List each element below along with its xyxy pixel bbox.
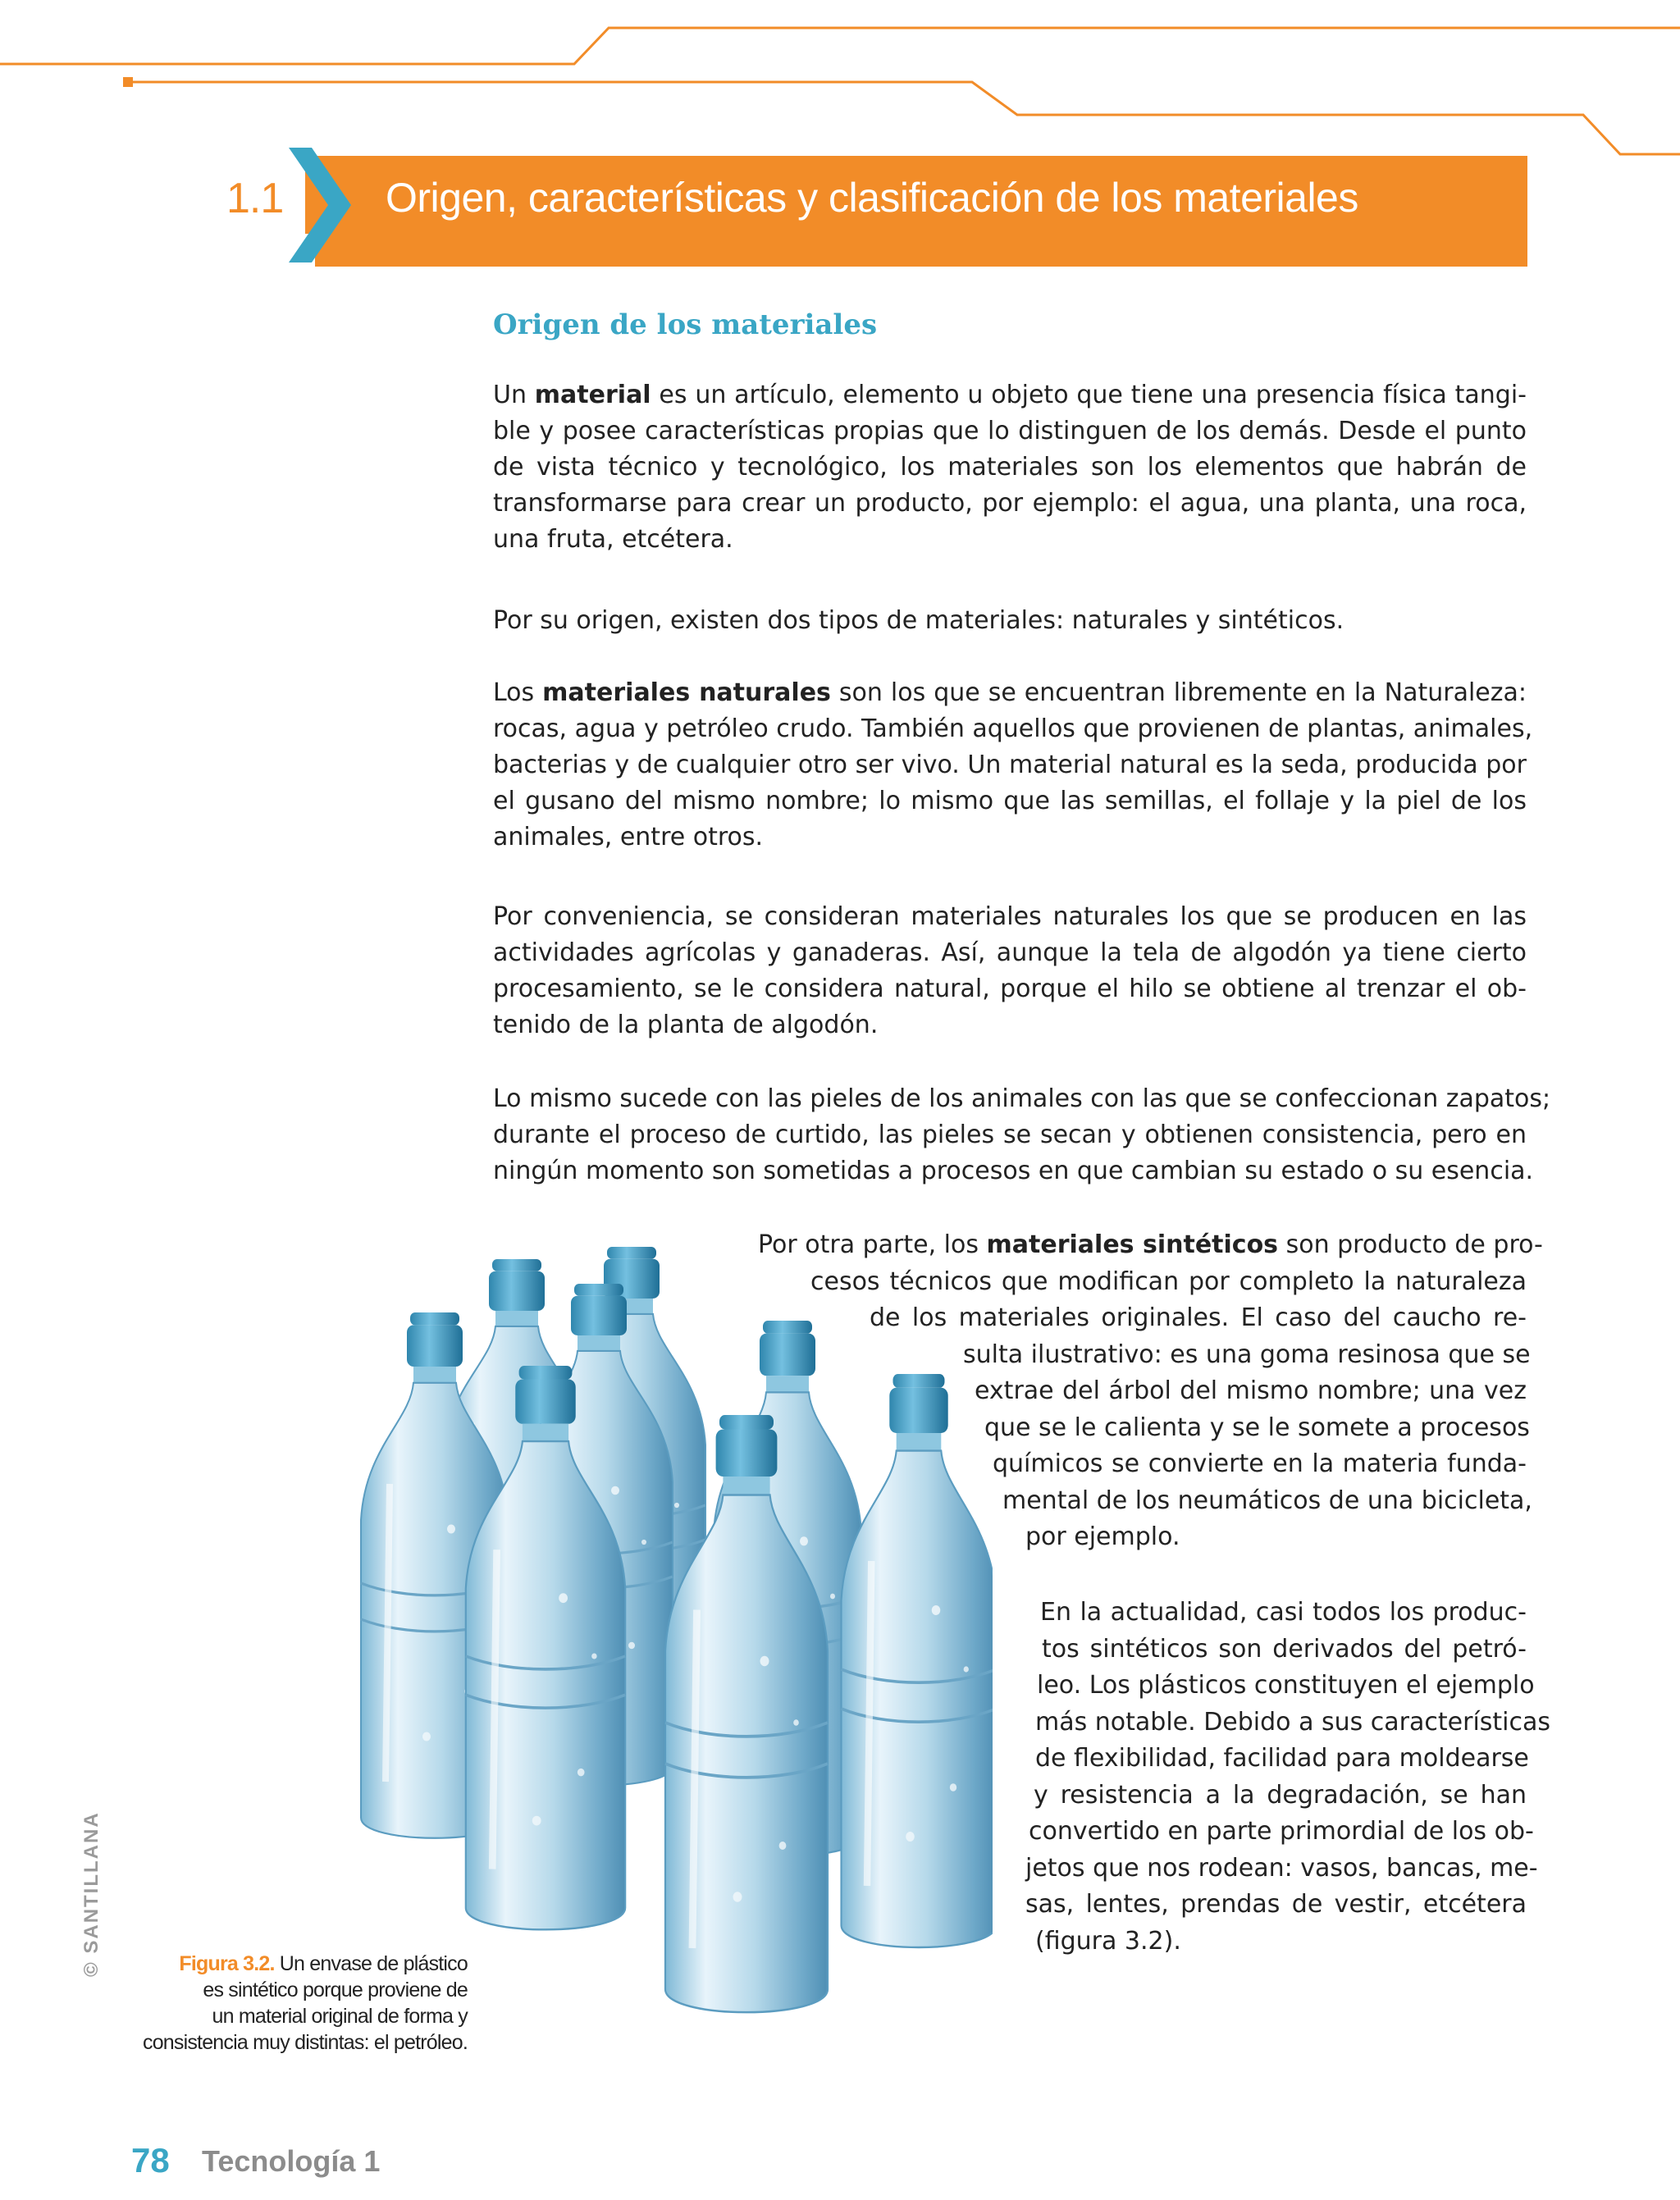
subheading: Origen de los materiales (493, 308, 878, 341)
paragraph-4: Por conveniencia, se consideran materiales naturales los que se producen en las actividades agrícolas y ganaderas. Así, aunque la tela de algodón ya tiene cierto procesamiento, se le considera natural, porque el hilo se obtiene al trenzar el ob- tenido de la planta de algodón. (493, 902, 1527, 1039)
figure-label: Figura 3.2. (179, 1952, 275, 1975)
paragraph-2: Por su origen, existen dos tipos de materiales: naturales y sintéticos. (493, 606, 1344, 635)
paragraph-3: Los materiales naturales son los que se encuentran libremente en la Naturaleza: rocas, agua y petróleo crudo. También aquellos que provienen de plantas, animales, bacterias y de cualquier otro ser vivo. Un material natural es la seda, producida por el gusano del mismo nombre; lo mismo que las semillas, el follaje y la piel de los animales, entre otros. (493, 678, 1533, 851)
section-title: Origen, características y clasificación de los materiales (386, 175, 1358, 221)
paragraph-1: Un material es un artículo, elemento u objeto que tiene una presencia física tangi- ble y posee características propias que lo distinguen de los demás. Desde el punto de vista técnico y tecnológico, los materiales son los elementos que habrán de transformarse para crear un producto, por ejemplo: el agua, una planta, una roca, una fruta, etcétera. (493, 381, 1527, 554)
paragraph-5: Lo mismo sucede con las pieles de los animales con las que se confeccionan zapatos; durante el proceso de curtido, las pieles se secan y obtienen consistencia, pero en ningún momento son sometidas a procesos en que cambian su estado o su esencia. (493, 1084, 1551, 1185)
book-title: Tecnología 1 (202, 2144, 381, 2178)
figure-caption: Figura 3.2. Un envase de plástico es sintético porque proviene de un material original de forma y consistencia muy distintas: el petróleo. (143, 1952, 468, 2054)
page-number: 78 (131, 2141, 170, 2179)
header-decoration (0, 0, 1680, 279)
section-number: 1.1 (226, 175, 284, 222)
copyright-notice: © SANTILLANA (80, 1811, 103, 1977)
